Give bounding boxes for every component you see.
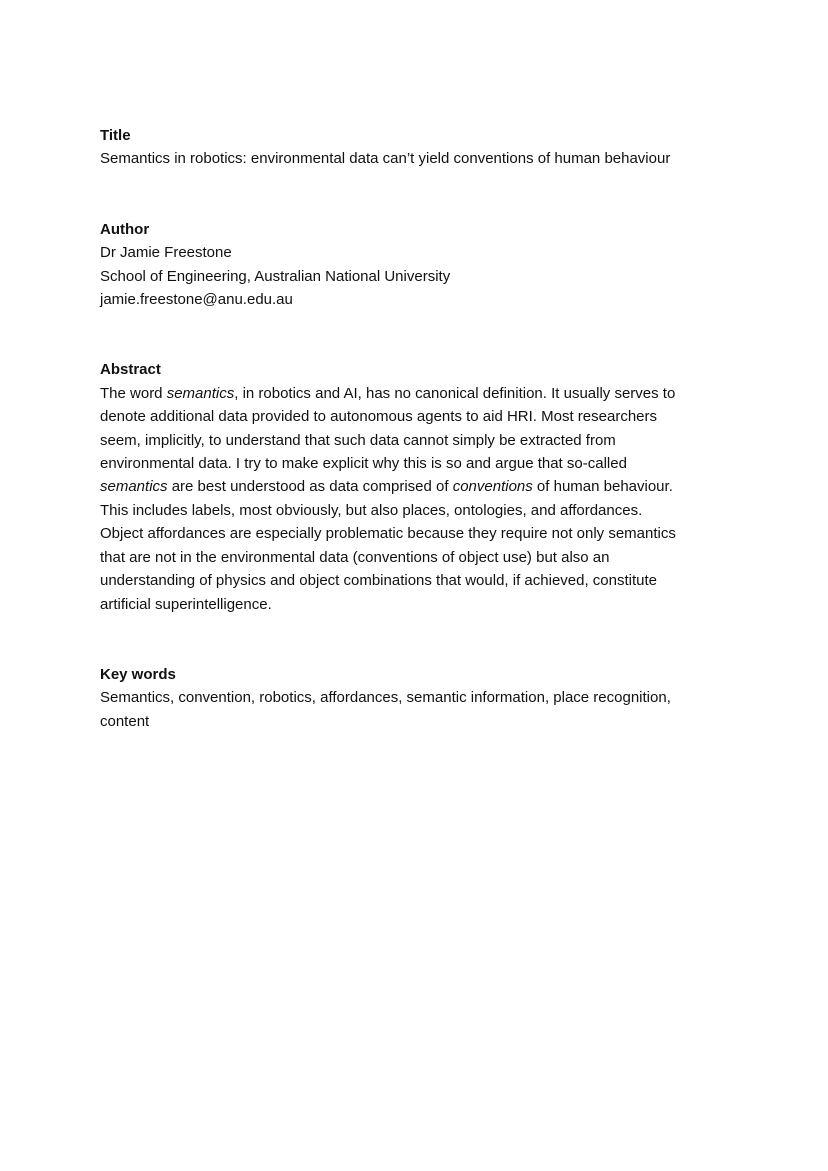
abstract-body <box>100 382 740 616</box>
abstract-line: seem, implicitly, to understand that such data cannot simply be extracted from <box>100 431 616 449</box>
title-heading: Title <box>100 127 131 144</box>
author-email: jamie.freestone@anu.edu.au <box>100 291 293 309</box>
abstract-line: denote additional data provided to autonomous agents to aid HRI. Most researchers <box>100 408 658 426</box>
abstract-line: artificial superintelligence. <box>100 595 272 613</box>
abstract-line: Object affordances are especially problematic because they require not only semantics <box>100 525 676 543</box>
abstract-line: semantics are best understood as data comprised of conventions of human behaviour. <box>100 478 673 496</box>
abstract-section <box>100 358 740 615</box>
paper-title: Semantics in robotics: environmental data can’t yield conventions of human behaviour <box>100 150 671 168</box>
keywords-line: Semantics, convention, robotics, affordances, semantic information, place recognition, <box>100 689 671 707</box>
author-affiliation: School of Engineering, Australian National University <box>100 267 451 285</box>
paper-front-matter <box>100 124 740 733</box>
abstract-line: The word semantics, in robotics and AI, has no canonical definition. It usually serves to <box>100 384 676 402</box>
keywords-heading: Key words <box>100 665 176 683</box>
title-section <box>100 124 740 171</box>
author-section <box>100 218 740 312</box>
abstract-emphasis: semantics <box>166 384 235 402</box>
abstract-line: understanding of physics and object combinations that would, if achieved, constitute <box>100 572 658 590</box>
abstract-line: that are not in the environmental data (conventions of object use) but also an <box>100 548 610 566</box>
abstract-line: This includes labels, most obviously, but also places, ontologies, and affordances. <box>100 501 643 519</box>
abstract-heading: Abstract <box>100 361 161 379</box>
author-heading: Author <box>100 220 150 238</box>
abstract-line: environmental data. I try to make explicit why this is so and argue that so-called <box>100 455 627 473</box>
abstract-emphasis: conventions <box>452 478 533 496</box>
abstract-emphasis: semantics <box>100 478 168 496</box>
author-name: Dr Jamie Freestone <box>100 244 232 262</box>
keywords-line: content <box>100 712 150 730</box>
keywords-section <box>100 663 740 733</box>
